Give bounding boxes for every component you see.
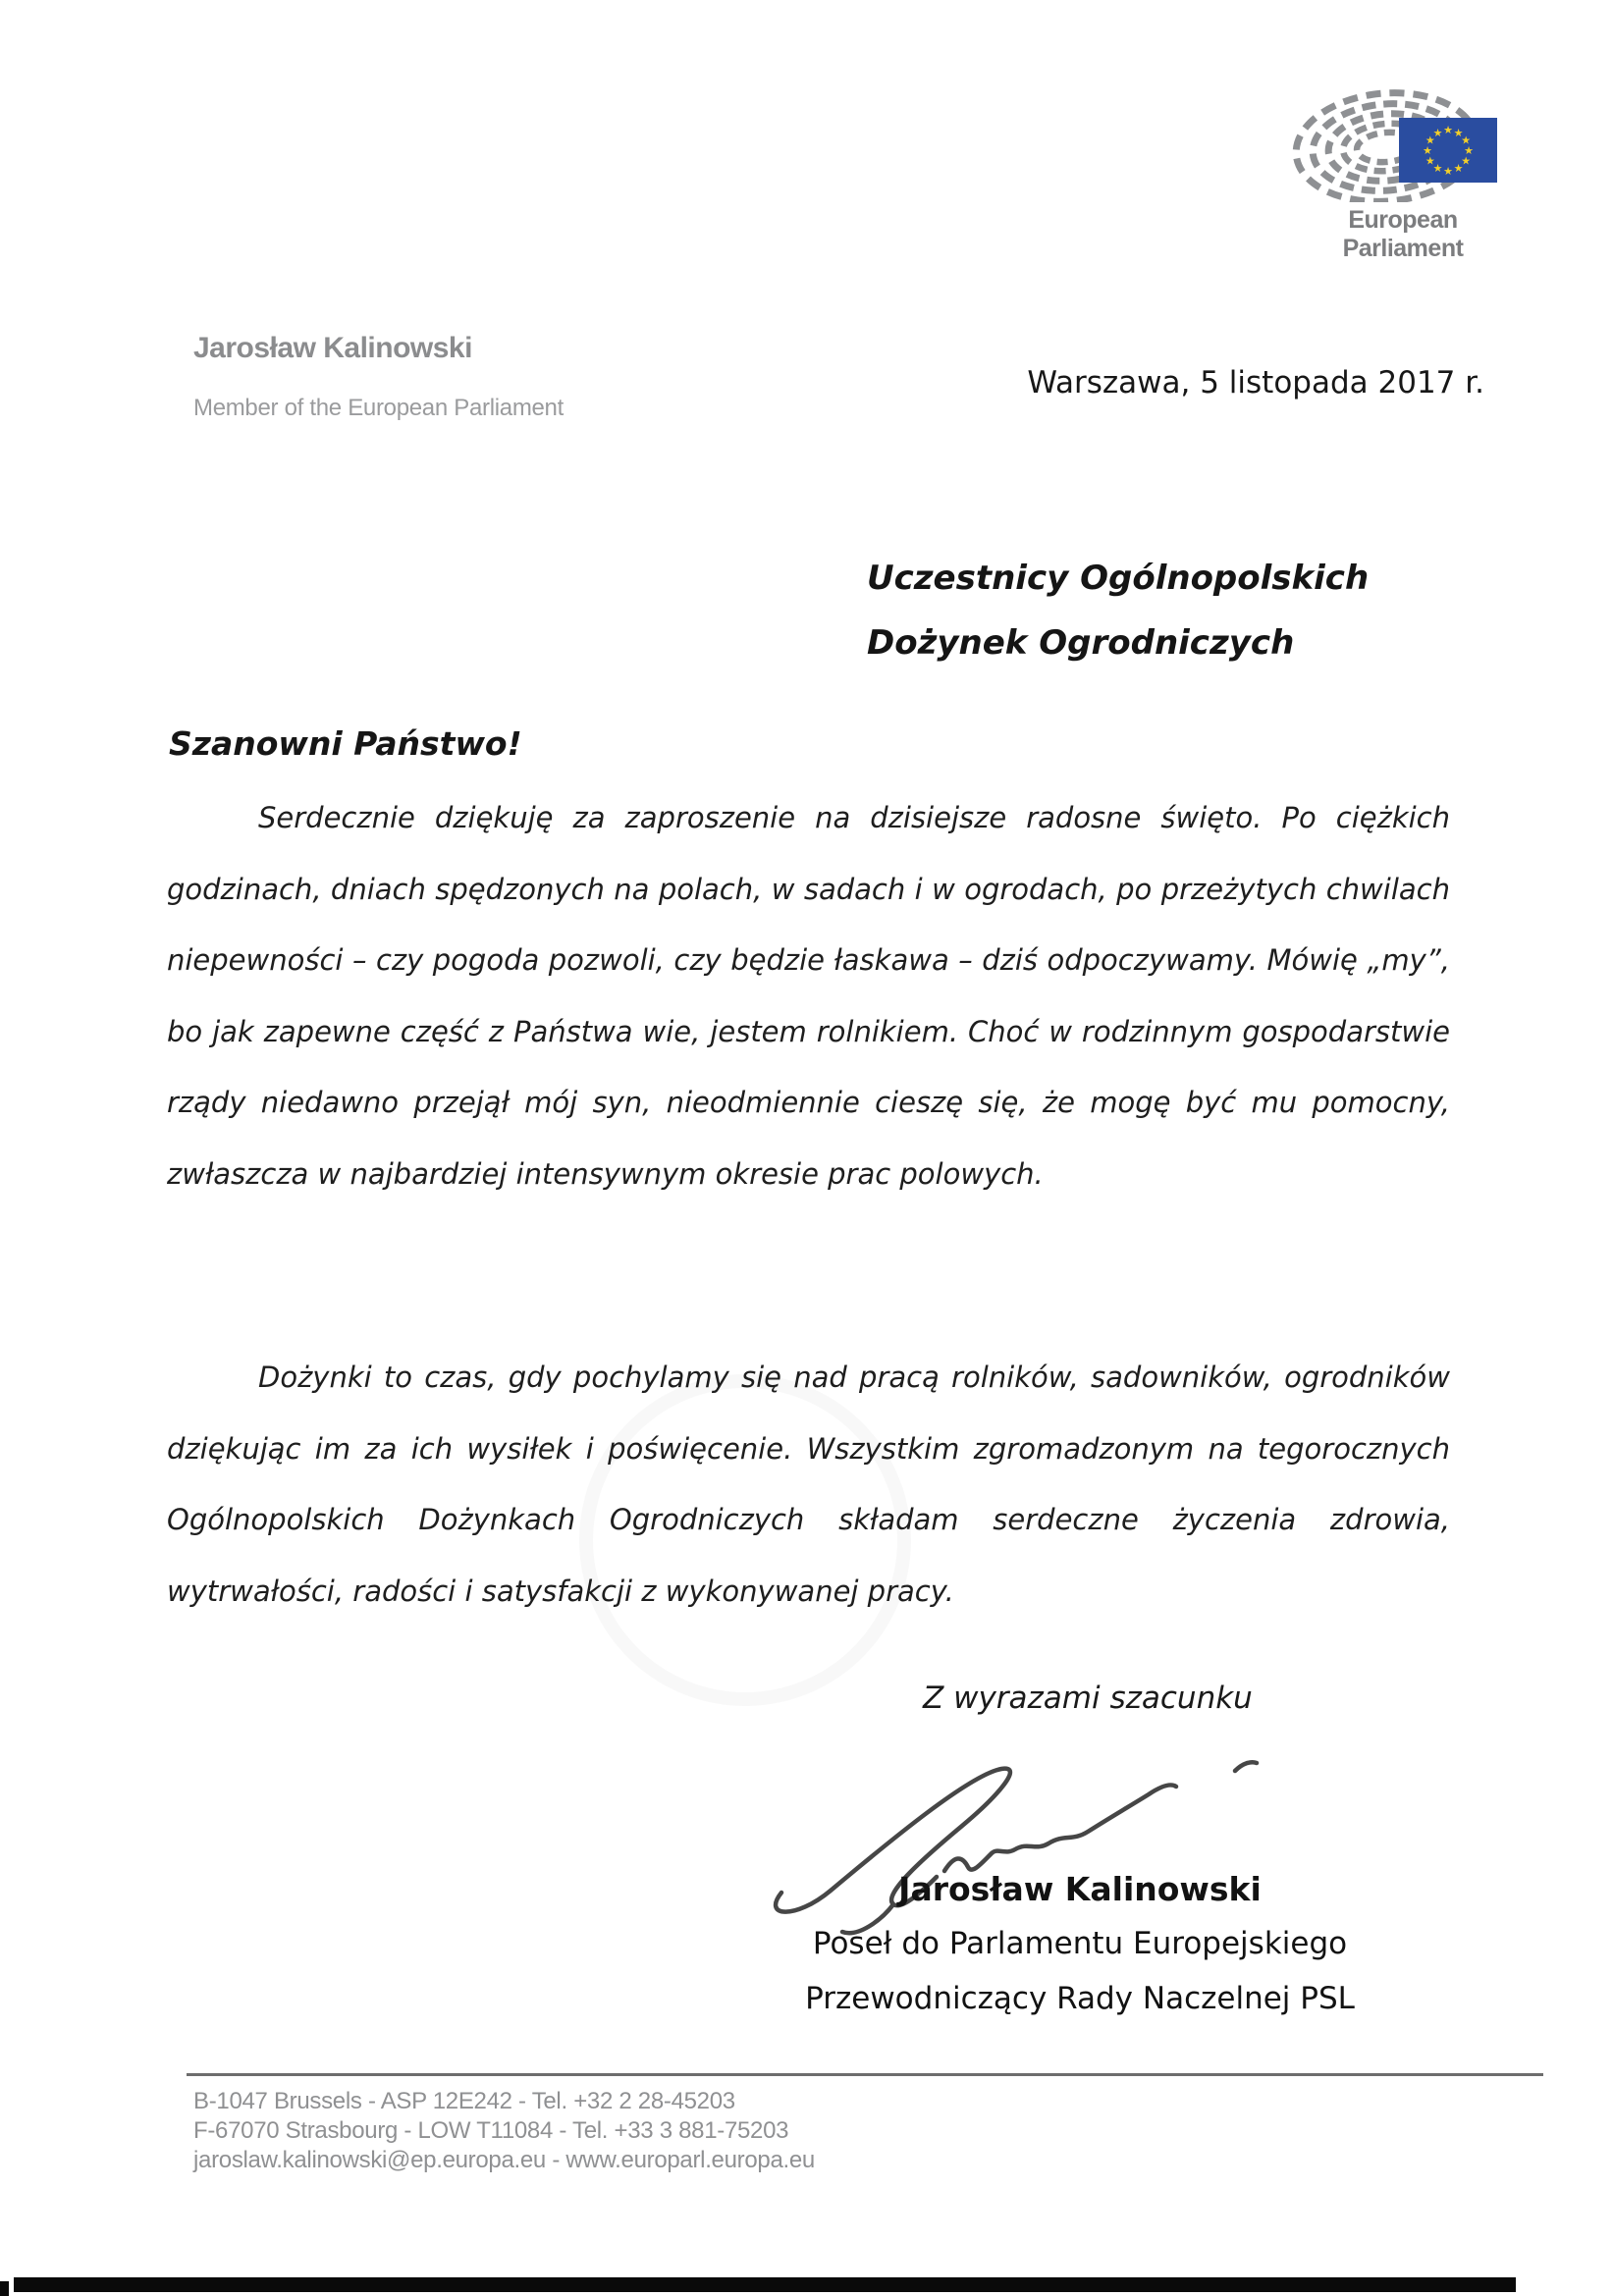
closing-phrase: Z wyrazami szacunku bbox=[923, 1681, 1253, 1716]
svg-text:★: ★ bbox=[1453, 162, 1464, 176]
footer-email-web-line: jaroslaw.kalinowski@ep.europa.eu - www.europarl.europa.eu bbox=[193, 2147, 815, 2173]
signatory-title-1: Poseł do Parlamentu Europejskiego bbox=[812, 1926, 1348, 1961]
svg-text:★: ★ bbox=[1464, 144, 1474, 157]
scan-edge-artifact bbox=[14, 2277, 1516, 2292]
footer-divider bbox=[187, 2073, 1543, 2076]
svg-text:★: ★ bbox=[1453, 126, 1464, 139]
svg-text:★: ★ bbox=[1443, 124, 1453, 136]
svg-text:★: ★ bbox=[1432, 162, 1443, 176]
scan-corner-artifact bbox=[0, 2281, 9, 2296]
signatory-title-2: Przewodniczący Rady Naczelnej PSL bbox=[805, 1981, 1355, 2016]
body-paragraph-1: Serdecznie dziękuję za zaproszenie na dzisiejsze radosne święto. Po ciężkich godzinach, dniach spędzonych na polach, w sadach i w ogrodach, po przeżytych chwilach niepewności – czy pogoda pozwoli, czy będzie łaskawa – dziś odpoczywamy. Mówię „my”, bo jak zapewne część z Państwa wie, jestem rolnikiem. Choć w rodzinnym gospodarstwie rządy niedawno przejął mój syn, nieodmiennie cieszę się, że mogę być mu pomocny, zwłaszcza w najbardziej intensywnym okresie prac polowych. bbox=[167, 801, 1450, 1191]
footer-contact-block bbox=[193, 2087, 815, 2175]
svg-text:★: ★ bbox=[1423, 144, 1432, 157]
signatory-name: Jarosław Kalinowski bbox=[898, 1870, 1262, 1908]
svg-text:★: ★ bbox=[1432, 126, 1443, 139]
svg-text:★: ★ bbox=[1443, 165, 1453, 178]
sender-title: Member of the European Parliament bbox=[193, 395, 564, 421]
hemicycle-flag-icon bbox=[1288, 86, 1518, 202]
sender-name: Jarosław Kalinowski bbox=[193, 332, 472, 364]
addressee-block bbox=[867, 546, 1369, 675]
svg-text:★: ★ bbox=[1461, 133, 1472, 147]
signature-block bbox=[756, 1863, 1404, 2026]
svg-text:★: ★ bbox=[1425, 133, 1435, 147]
footer-strasbourg-line: F-67070 Strasbourg - LOW T11084 - Tel. +33 3 881-75203 bbox=[193, 2117, 789, 2144]
sender-block bbox=[193, 332, 564, 422]
european-parliament-logo bbox=[1288, 86, 1524, 263]
addressee-line-1: Uczestnicy Ogólnopolskich bbox=[867, 559, 1370, 598]
logo-caption: European Parliament bbox=[1342, 206, 1464, 262]
body-paragraph-2: Dożynki to czas, gdy pochylamy się nad pracą rolników, sadowników, ogrodników dziękując im za ich wysiłek i poświęcenie. Wszystkim zgromadzonym na tegorocznych Ogólnopolskich Dożynkach Ogrodniczych składam serdeczne życzenia zdrowia, wytrwałości, radości i satysfakcji z wykonywanej pracy. bbox=[167, 1361, 1450, 1608]
addressee-line-2: Dożynek Ogrodniczych bbox=[867, 623, 1295, 663]
salutation: Szanowni Państwo! bbox=[169, 724, 522, 763]
svg-text:★: ★ bbox=[1461, 154, 1472, 168]
dateline: Warszawa, 5 listopada 2017 r. bbox=[1027, 365, 1484, 400]
svg-text:★: ★ bbox=[1425, 154, 1435, 168]
footer-brussels-line: B-1047 Brussels - ASP 12E242 - Tel. +32 2 28-45203 bbox=[193, 2088, 735, 2114]
